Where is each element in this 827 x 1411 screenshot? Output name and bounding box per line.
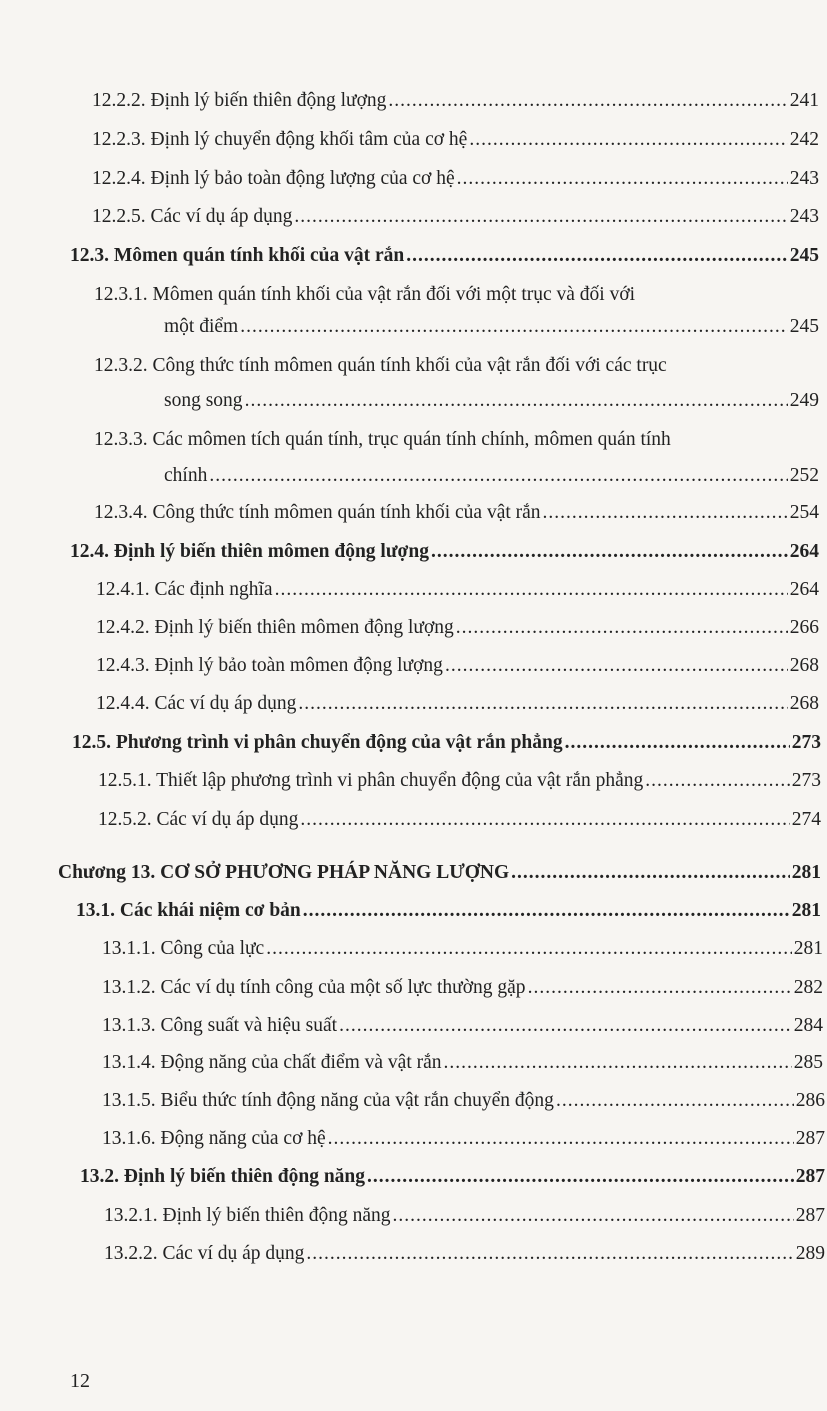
leader-dots [645, 770, 789, 792]
leader-dots [456, 617, 788, 639]
leader-dots [367, 1166, 794, 1188]
toc-entry-13-1-2[interactable] [102, 977, 823, 999]
leader-dots [275, 579, 788, 601]
toc-entry-page: 287 [795, 1205, 825, 1226]
toc-entry-page: 274 [791, 809, 821, 830]
toc-entry-13-1-1[interactable] [102, 938, 823, 960]
leader-dots [444, 1052, 792, 1074]
leader-dots [393, 1205, 794, 1227]
leader-dots [294, 206, 787, 228]
toc-entry-13-2-1[interactable] [104, 1205, 825, 1227]
toc-entry-title: 13.2. Định lý biến thiên động năng [80, 1166, 366, 1187]
toc-entry-title: 13.1.4. Động năng của chất điểm và vật rắn [102, 1052, 442, 1073]
leader-dots [565, 732, 790, 754]
leader-dots [388, 90, 787, 112]
toc-entry-title: 12.3. Mômen quán tính khối của vật rắn [70, 245, 405, 266]
toc-entry-title: 12.2.5. Các ví dụ áp dụng [92, 206, 293, 227]
leader-dots [298, 693, 787, 715]
toc-entry-12-3-3[interactable] [164, 465, 819, 487]
toc-entry-page: 245 [789, 245, 819, 266]
toc-section-12-3[interactable] [70, 245, 819, 267]
toc-entry-page: 245 [789, 316, 819, 337]
toc-entry-page: 273 [791, 770, 821, 791]
toc-entry-page: 289 [795, 1243, 825, 1264]
leader-dots [306, 1243, 793, 1265]
toc-entry-title: một điểm [164, 316, 239, 337]
toc-entry-12-2-4[interactable] [92, 168, 819, 190]
toc-entry-12-2-3[interactable] [92, 129, 819, 151]
leader-dots [469, 129, 787, 151]
toc-entry-title: 13.1.5. Biểu thức tính động năng của vật rắn chuyển động [102, 1090, 554, 1111]
toc-entry-page: 285 [793, 1052, 823, 1073]
toc-entry-12-4-1[interactable] [96, 579, 819, 601]
toc-entry-12-3-2[interactable] [164, 390, 819, 412]
toc-entry-12-5-1[interactable] [98, 770, 821, 792]
toc-entry-page: 281 [791, 862, 821, 883]
toc-entry-page: 243 [789, 206, 819, 227]
toc-entry-12-2-2[interactable] [92, 90, 819, 112]
toc-entry-page: 282 [793, 977, 823, 998]
toc-entry-13-1-6[interactable] [102, 1128, 825, 1150]
toc-entry-title: song song [164, 390, 243, 411]
page-number: 12 [70, 1370, 90, 1392]
toc-entry-13-1-4[interactable] [102, 1052, 823, 1074]
toc-entry-title: 13.1.3. Công suất và hiệu suất [102, 1015, 338, 1036]
toc-entry-title: 12.3.4. Công thức tính mômen quán tính khối của vật rắn [94, 502, 541, 523]
leader-dots [240, 316, 788, 338]
toc-entry-12-3-1[interactable] [164, 316, 819, 338]
toc-entry-title: 12.2.4. Định lý bảo toàn động lượng của cơ hệ [92, 168, 455, 189]
toc-entry-12-3-4[interactable] [94, 502, 819, 524]
toc-section-13-2[interactable] [80, 1166, 825, 1188]
toc-entry-title: 13.1.6. Động năng của cơ hệ [102, 1128, 326, 1149]
leader-dots [457, 168, 788, 190]
toc-entry-12-2-5[interactable] [92, 206, 819, 228]
toc-entry-title: 12.4. Định lý biến thiên mômen động lượng [70, 541, 429, 562]
toc-entry-12-3-1-line1[interactable]: 12.3.1. Mômen quán tính khối của vật rắn đối với một trục và đối với [94, 284, 636, 305]
toc-entry-12-5-2[interactable] [98, 809, 821, 831]
toc-entry-12-3-3-line1[interactable]: 12.3.3. Các mômen tích quán tính, trục quán tính chính, mômen quán tính [94, 429, 671, 450]
toc-entry-12-3-2-line1[interactable]: 12.3.2. Công thức tính mômen quán tính khối của vật rắn đối với các trục [94, 355, 667, 376]
toc-entry-title: 12.4.1. Các định nghĩa [96, 579, 273, 600]
toc-entry-page: 242 [789, 129, 819, 150]
toc-entry-12-4-4[interactable] [96, 693, 819, 715]
toc-entry-title: 12.5. Phương trình vi phân chuyển động của vật rắn phẳng [72, 732, 563, 753]
toc-entry-title: 13.1.2. Các ví dụ tính công của một số lực thường gặp [102, 977, 526, 998]
toc-entry-13-1-5[interactable] [102, 1090, 825, 1112]
toc-entry-page: 264 [789, 541, 819, 562]
leader-dots [328, 1128, 794, 1150]
toc-chapter-13[interactable] [58, 862, 821, 884]
leader-dots [303, 900, 790, 922]
toc-section-12-5[interactable] [72, 732, 821, 754]
leader-dots [431, 541, 788, 563]
toc-entry-page: 273 [791, 732, 821, 753]
leader-dots [245, 390, 788, 412]
toc-entry-title: 12.4.2. Định lý biến thiên mômen động lượng [96, 617, 454, 638]
leader-dots [543, 502, 788, 524]
leader-dots [339, 1015, 792, 1037]
toc-entry-page: 266 [789, 617, 819, 638]
toc-entry-page: 286 [795, 1090, 825, 1111]
leader-dots [209, 465, 787, 487]
toc-entry-page: 268 [789, 655, 819, 676]
toc-entry-page: 287 [795, 1128, 825, 1149]
leader-dots [266, 938, 792, 960]
toc-entry-title: 13.2.1. Định lý biến thiên động năng [104, 1205, 391, 1226]
toc-entry-title: 12.5.2. Các ví dụ áp dụng [98, 809, 299, 830]
toc-entry-page: 284 [793, 1015, 823, 1036]
toc-entry-title: 13.1. Các khái niệm cơ bản [76, 900, 301, 921]
toc-entry-page: 254 [789, 502, 819, 523]
toc-entry-title: chính [164, 465, 208, 486]
leader-dots [528, 977, 792, 999]
toc-entry-page: 268 [789, 693, 819, 714]
leader-dots [511, 862, 790, 884]
toc-entry-title: 13.1.1. Công của lực [102, 938, 265, 959]
toc-entry-page: 264 [789, 579, 819, 600]
toc-entry-title: 12.4.4. Các ví dụ áp dụng [96, 693, 297, 714]
toc-entry-title: 12.2.3. Định lý chuyển động khối tâm của cơ hệ [92, 129, 468, 150]
toc-entry-13-2-2[interactable] [104, 1243, 825, 1265]
leader-dots [445, 655, 788, 677]
leader-dots [300, 809, 789, 831]
toc-entry-page: 252 [789, 465, 819, 486]
toc-entry-page: 281 [793, 938, 823, 959]
toc-entry-12-4-2[interactable] [96, 617, 819, 639]
toc-entry-12-4-3[interactable] [96, 655, 819, 677]
toc-section-13-1[interactable] [76, 900, 821, 922]
toc-entry-title: 13.2.2. Các ví dụ áp dụng [104, 1243, 305, 1264]
toc-entry-13-1-3[interactable] [102, 1015, 823, 1037]
toc-entry-page: 241 [789, 90, 819, 111]
leader-dots [556, 1090, 794, 1112]
toc-entry-page: 243 [789, 168, 819, 189]
toc-section-12-4[interactable] [70, 541, 819, 563]
toc-entry-title: Chương 13. CƠ SỞ PHƯƠNG PHÁP NĂNG LƯỢNG [58, 862, 510, 883]
toc-entry-title: 12.2.2. Định lý biến thiên động lượng [92, 90, 387, 111]
toc-entry-page: 249 [789, 390, 819, 411]
leader-dots [406, 245, 787, 267]
toc-entry-title: 12.4.3. Định lý bảo toàn mômen động lượng [96, 655, 443, 676]
toc-entry-page: 281 [791, 900, 821, 921]
toc-entry-title: 12.5.1. Thiết lập phương trình vi phân chuyển động của vật rắn phẳng [98, 770, 644, 791]
toc-entry-page: 287 [795, 1166, 825, 1187]
